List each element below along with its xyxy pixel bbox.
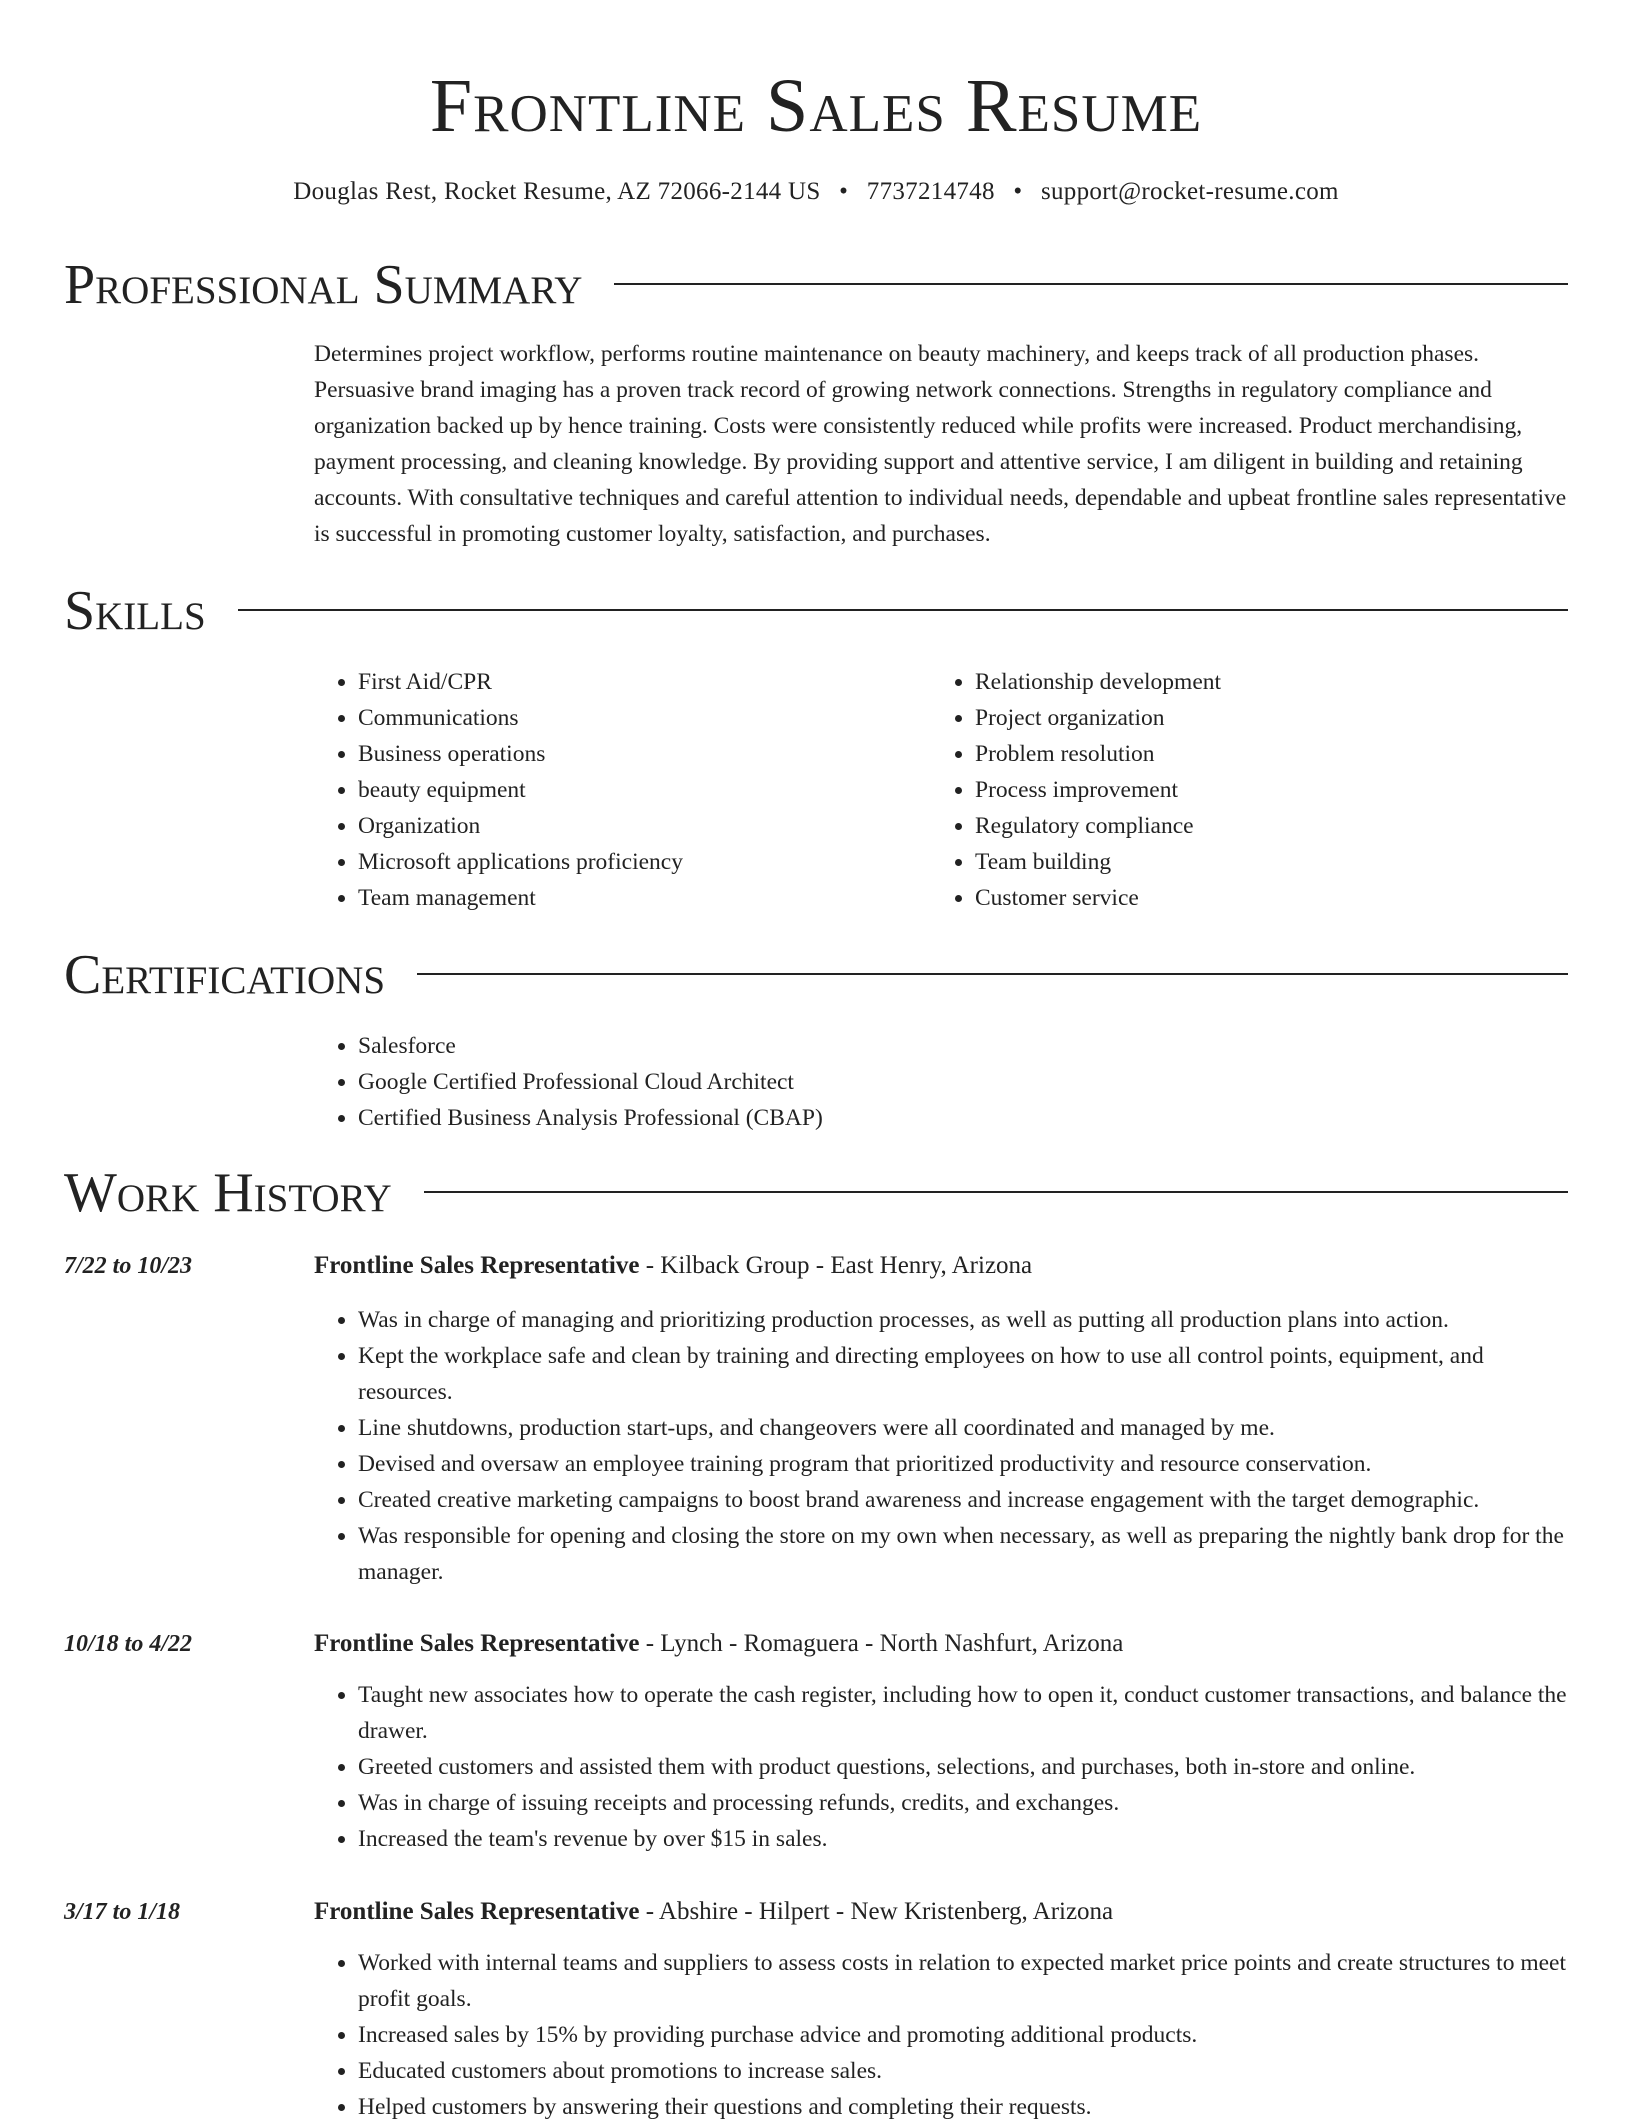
- job-bullet-list: [314, 1945, 1570, 2125]
- job-bullet-item: • Worked with internal teams and suppliers to assess costs in relation to expected market price points and create structures to meet profit goals.: [358, 1945, 1570, 2017]
- section-divider: [417, 973, 1568, 975]
- job-role: Frontline Sales Representative: [314, 1252, 640, 1279]
- contact-line: [0, 174, 1632, 210]
- skill-item: • Communications: [358, 700, 914, 736]
- skill-item: • Problem resolution: [975, 736, 1531, 772]
- certifications-block: [314, 1028, 1514, 1136]
- job-role: Frontline Sales Representative: [314, 1630, 640, 1657]
- section-divider: [424, 1191, 1568, 1193]
- skill-item: • Project organization: [975, 700, 1531, 736]
- job-bullet-item: • Increased sales by 15% by providing purchase advice and promoting additional products.: [358, 2017, 1570, 2053]
- job-bullet-item: • Increased the team's revenue by over $15 in sales.: [358, 1821, 1570, 1857]
- skills-section-title: Skills: [64, 580, 206, 642]
- job-bullet-item: • Was responsible for opening and closing the store on my own when necessary, as well as preparing the nightly bank drop for the manager.: [358, 1518, 1570, 1590]
- job-bullet-item: • Created creative marketing campaigns to boost brand awareness and increase engagement with the target demographic.: [358, 1482, 1570, 1518]
- contact-separator: •: [1013, 178, 1023, 205]
- job-role: Frontline Sales Representative: [314, 1898, 640, 1925]
- work-section-title: Work History: [64, 1162, 392, 1224]
- section-divider: [614, 283, 1568, 285]
- work-section-header: [64, 1161, 1568, 1225]
- job-heading: [314, 1626, 1123, 1662]
- job-bullets: [314, 1302, 1570, 1590]
- resume-title: Frontline Sales Resume: [429, 64, 1203, 148]
- skill-item: • Business operations: [358, 736, 914, 772]
- skills-list-left: [314, 664, 914, 916]
- contact-separator: •: [839, 178, 849, 205]
- job-bullet-list: [314, 1302, 1570, 1590]
- skill-item: • Team management: [358, 880, 914, 916]
- contact-address: Douglas Rest, Rocket Resume, AZ 72066-2144 US: [293, 178, 821, 205]
- job-bullet-item: • Kept the workplace safe and clean by training and directing employees on how to use all control points, equipment, and resources.: [358, 1338, 1570, 1410]
- job-dates: 10/18 to 4/22: [64, 1631, 193, 1657]
- job-details: - Kilback Group - East Henry, Arizona: [639, 1252, 1033, 1279]
- skill-item: • Customer service: [975, 880, 1531, 916]
- job-bullets: [314, 1677, 1570, 1857]
- skill-item: • Organization: [358, 808, 914, 844]
- job-bullet-item: • Taught new associates how to operate the cash register, including how to open it, conduct customer transactions, and balance the drawer.: [358, 1677, 1570, 1749]
- skill-item: • beauty equipment: [358, 772, 914, 808]
- skills-list-right: [931, 664, 1531, 916]
- job-bullet-item: • Devised and oversaw an employee training program that prioritized productivity and resource conservation.: [358, 1446, 1570, 1482]
- certifications-list: [314, 1028, 1514, 1136]
- job-heading: [314, 1248, 1032, 1284]
- certifications-section-header: [64, 943, 1568, 1007]
- job-heading: [314, 1894, 1113, 1930]
- section-divider: [238, 609, 1568, 611]
- job-dates: 3/17 to 1/18: [64, 1899, 181, 1925]
- skills-column-left: [314, 664, 914, 916]
- certification-item: • Salesforce: [358, 1028, 1514, 1064]
- summary-section-header: [64, 253, 1568, 317]
- contact-email: support@rocket-resume.com: [1040, 178, 1339, 205]
- job-bullet-list: [314, 1677, 1570, 1857]
- certification-item: • Certified Business Analysis Professional (CBAP): [358, 1100, 1514, 1136]
- job-details: - Abshire - Hilpert - New Kristenberg, Arizona: [639, 1898, 1114, 1925]
- job-dates: 7/22 to 10/23: [64, 1253, 193, 1279]
- skill-item: • First Aid/CPR: [358, 664, 914, 700]
- job-bullets: [314, 1945, 1570, 2125]
- skill-item: • Process improvement: [975, 772, 1531, 808]
- skill-item: • Relationship development: [975, 664, 1531, 700]
- contact-phone: 7737214748: [866, 178, 995, 205]
- certification-item: • Google Certified Professional Cloud Architect: [358, 1064, 1514, 1100]
- certifications-section-title: Certifications: [64, 944, 386, 1006]
- summary-text: Determines project workflow, performs routine maintenance on beauty machinery, and keeps track of all production phases. Persuasive brand imaging has a proven track record of growing network connections. Strengths in regulatory compliance and organization backed up by hence training. Costs were consistently reduced while profits were increased. Product merchandising, payment processing, and cleaning knowledge. By providing support and attentive service, I am diligent in building and retaining accounts. With consultative techniques and careful attention to individual needs, dependable and upbeat frontline sales representative is successful in promoting customer loyalty, satisfaction, and purchases.: [314, 341, 1567, 547]
- job-bullet-item: • Line shutdowns, production start-ups, and changeovers were all coordinated and managed by me.: [358, 1410, 1570, 1446]
- job-bullet-item: • Helped customers by answering their questions and completing their requests.: [358, 2089, 1570, 2125]
- skill-item: • Regulatory compliance: [975, 808, 1531, 844]
- summary-section-title: Professional Summary: [64, 254, 583, 316]
- job-bullet-item: • Greeted customers and assisted them with product questions, selections, and purchases, both in-store and online.: [358, 1749, 1570, 1785]
- job-bullet-item: • Was in charge of managing and prioritizing production processes, as well as putting all production plans into action.: [358, 1302, 1570, 1338]
- job-bullet-item: • Was in charge of issuing receipts and processing refunds, credits, and exchanges.: [358, 1785, 1570, 1821]
- skills-section-header: [64, 579, 1568, 643]
- job-details: - Lynch - Romaguera - North Nashfurt, Arizona: [639, 1630, 1124, 1657]
- skills-column-right: [931, 664, 1531, 916]
- job-bullet-item: • Educated customers about promotions to increase sales.: [358, 2053, 1570, 2089]
- skill-item: • Team building: [975, 844, 1531, 880]
- skill-item: • Microsoft applications proficiency: [358, 844, 914, 880]
